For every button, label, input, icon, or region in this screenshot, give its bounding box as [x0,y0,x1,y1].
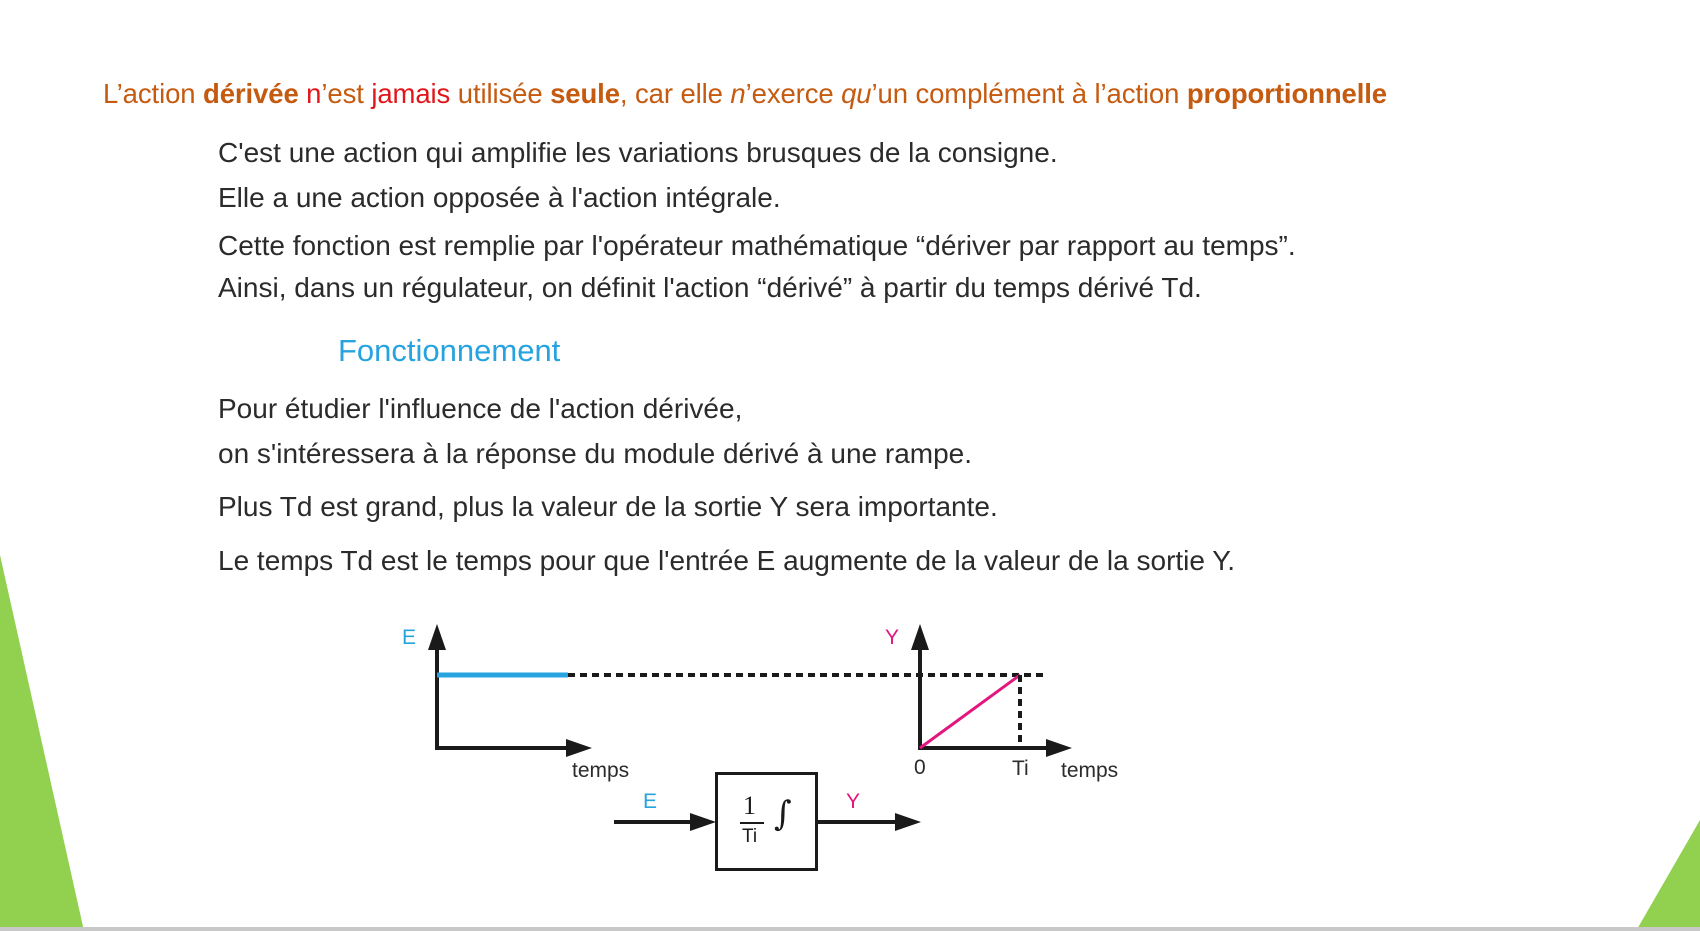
paragraph-7: Plus Td est grand, plus la valeur de la sortie Y sera importante. [218,491,998,522]
intro-qu-italic: qu [841,78,872,109]
block-input-label: E [643,790,658,813]
block-output-label: Y [846,790,861,813]
section-heading: Fonctionnement [338,333,561,368]
intro-utilisee: utilisée [450,78,551,109]
intro-est: ’est [321,78,372,109]
output-ramp-signal [920,675,1020,748]
intro-proportionnelle: proportionnelle [1186,78,1388,109]
input-time-label: temps [572,759,630,782]
block-output-arrowhead [895,813,921,831]
paragraph-8: Le temps Td est le temps pour que l'entrée E augmente de la valeur de la sortie Y. [218,545,1236,576]
output-time-label: temps [1061,759,1119,782]
integrator-block [715,772,818,871]
intro-complement: ’un complément à l’action [871,78,1187,109]
paragraph-4: Ainsi, dans un régulateur, on définit l'action “dérivé” à partir du temps dérivé Td. [218,272,1202,303]
block-fraction-bar [740,822,764,824]
integral-symbol: ∫ [774,794,792,834]
paragraph-3: Cette fonction est remplie par l'opérateur mathématique “dériver par rapport au temps”. [218,230,1296,261]
paragraph-5: Pour étudier l'influence de l'action dérivée, [218,393,743,424]
input-x-arrowhead [566,739,592,757]
output-x-arrowhead [1046,739,1072,757]
intro-derivee: dérivée [203,78,299,109]
intro-text: L’action [103,78,204,109]
intro-n: n [298,78,322,109]
intro-jamais: jamais [371,78,451,109]
block-denominator: Ti [742,826,758,847]
output-y-arrowhead [911,624,929,650]
intro-exerce: ’exerce [745,78,842,109]
origin-label: 0 [914,756,926,779]
paragraph-6: on s'intéressera à la réponse du module dérivé à une rampe. [218,438,973,469]
intro-seule: seule [550,78,620,109]
paragraph-1: C'est une action qui amplifie les variations brusques de la consigne. [218,137,1058,168]
paragraph-2: Elle a une action opposée à l'action intégrale. [218,182,781,213]
intro-car-elle: , car elle [619,78,731,109]
block-numerator: 1 [743,791,756,820]
input-y-arrowhead [428,624,446,650]
intro-n-italic: n [730,78,746,109]
output-axis-label: Y [885,626,900,649]
ti-label: Ti [1012,757,1029,780]
block-input-arrowhead [690,813,716,831]
input-axis-label: E [402,626,417,649]
